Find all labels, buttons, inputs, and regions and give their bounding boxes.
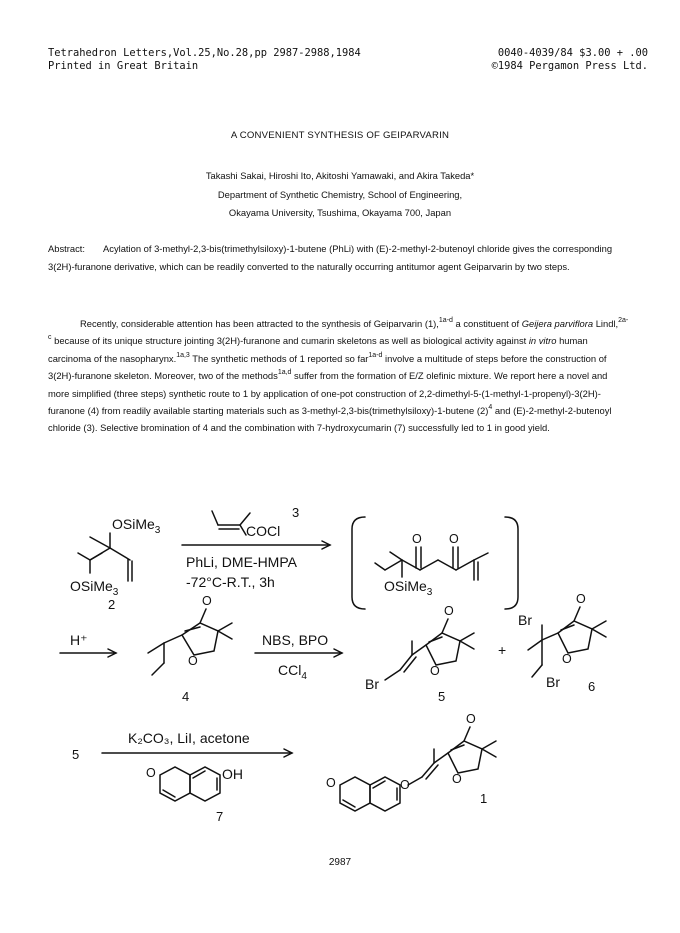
plus-sign: + [498, 642, 507, 658]
text-run: ) successfully led to [402, 422, 487, 434]
citation-ref: 4 [488, 404, 493, 412]
text-run: in good yield. [492, 422, 550, 434]
text-run: by application of one-pot construction of 2,2-dimethyl-5-(1-methyl-1-propenyl)-3(2H)-furanone ( [48, 387, 601, 417]
intermediate-osime3: OSiMe$_3$ [384, 578, 433, 598]
text-run: Recently, considerable attention has been attracted to the synthesis of Geiparvarin ( [80, 318, 428, 329]
lactone-o-7: O [146, 766, 156, 780]
text-run: a constituent of [452, 318, 522, 329]
compound-ref: 4 [202, 422, 208, 434]
reagent-3-label: 3 [292, 505, 300, 520]
text-run: and (E)-2-methyl-2-butenoyl chloride ( [48, 405, 612, 434]
ether-o: O [400, 778, 410, 792]
citation-ref: 1a,3 [176, 351, 190, 359]
text-run: ) [485, 405, 489, 417]
carbonyl-o-1: O [412, 532, 422, 546]
journal-header [48, 47, 648, 73]
coupling-conditions: K₂CO₃, LiI, acetone [128, 730, 250, 746]
osime3-top-label: OSiMe$_3$ [112, 516, 161, 536]
compound-7-label: 7 [216, 809, 224, 824]
issn-price: 0040-4039/84 $3.00 + .00 [497, 47, 648, 59]
osime3-bottom-label: OSiMe$_3$ [70, 578, 119, 598]
compound-ref: 7 [397, 422, 403, 434]
text-run: involve a multitude of steps before the construction of 3(2H)-furanone skeleton. Moreover, two of the methods [48, 352, 607, 382]
affiliation-line-1: Department of Synthetic Chemistry, School of Engineering, [217, 188, 463, 200]
furanone-o: O [202, 594, 212, 608]
bromo-label-6b: Br [546, 674, 560, 690]
furanone-o-6: O [576, 592, 586, 606]
paper-title: A CONVENIENT SYNTHESIS OF GEIPARVARIN [230, 130, 450, 141]
text-run: human carcinoma of the nasopharynx. [48, 335, 588, 364]
affiliation-line-2: Okayama University, Tsushima, Okayama 700, Japan [228, 207, 452, 218]
abstract-text: Acylation of 3-methyl-2,3-bis(trimethylsiloxy)-1-butene (PhLi) with (E)-2-methyl-2-butenoyl chloride gives the corresponding 3(2H)-furanone derivative, which can be readily converted to the naturally occurring antitumor agent Geiparvarin by two steps. [48, 243, 613, 272]
compound-ref: 1 [427, 318, 434, 329]
body-paragraph [48, 315, 630, 437]
citation-ref: 1a-d [438, 317, 453, 324]
abstract [48, 240, 630, 276]
compound-4-label: 4 [182, 689, 190, 704]
text-run: suffer from the formation of E/Z olefinic mixture. We report here a novel and more simplified (three steps) synthetic route to [48, 370, 608, 399]
ring-o-6: O [562, 652, 572, 666]
furanone-o-1: O [466, 712, 476, 726]
author-list: Takashi Sakai, Hiroshi Ito, Akitoshi Yamawaki, and Akira Takeda* [205, 170, 475, 181]
text-run: ). Selective bromination of [91, 422, 203, 434]
ring-o-5: O [430, 664, 440, 678]
text-run: The synthetic methods of [189, 352, 300, 364]
compound-ref: 3 [86, 422, 92, 434]
compound-ref: 1 [299, 352, 305, 364]
author-block [0, 167, 680, 223]
compound-5-label: 5 [438, 689, 446, 704]
text-run: and the combination with 7-hydroxycumarin ( [208, 422, 398, 434]
condition-reagents: PhLi, DME-HMPA [186, 554, 297, 570]
ring-o: O [188, 654, 198, 668]
text-run: ) from readily available starting materials such as 3-methyl-2,3-bis(trimethylsiloxy)-1-butene ( [95, 405, 480, 417]
reaction-scheme [40, 505, 640, 835]
lactone-o-1: O [326, 776, 336, 790]
citation-ref: 2a-c [48, 317, 629, 342]
ring-o-1: O [452, 772, 462, 786]
cocl-label: COCl [246, 523, 281, 539]
body-text [48, 315, 630, 437]
text-run: ), [433, 318, 439, 329]
hydroxyl-label: OH [222, 766, 243, 782]
text-run: reported so far [304, 352, 369, 364]
acid-label: H⁺ [70, 632, 88, 648]
compound-ref: 2 [479, 405, 486, 417]
journal-citation: Tetrahedron Letters,Vol.25,No.28,pp 2987-2988,1984 [48, 47, 361, 59]
compound-2-label: 2 [108, 597, 116, 612]
printed-in: Printed in Great Britain [48, 60, 199, 72]
copyright: ©1984 Pergamon Press Ltd. [491, 60, 648, 72]
citation-ref: 1a,d [277, 369, 292, 377]
species-name: Geijera parviflora [521, 318, 594, 329]
condition-temperature: -72°C-R.T., 3h [186, 574, 275, 590]
solvent-label: CCl$_4$ [278, 662, 307, 682]
compound-ref: 1 [486, 422, 493, 434]
compound-6-label: 6 [588, 679, 596, 694]
compound-ref: 4 [90, 405, 96, 417]
bromo-label-5: Br [365, 676, 379, 692]
bromo-label-6a: Br [518, 612, 532, 628]
page-number: 2987 [328, 857, 352, 868]
citation-ref: 1a-d [368, 351, 383, 359]
text-run: because of its unique structure jointing 3(2H)-furanone and cumarin skeletons as well as biological activity against [51, 335, 529, 347]
compound-1-label: 1 [480, 791, 488, 806]
start-compound-5: 5 [72, 747, 80, 762]
carbonyl-o-2: O [449, 532, 459, 546]
text-run: Lindl, [593, 318, 619, 329]
bromination-reagents: NBS, BPO [262, 632, 329, 648]
abstract-label: Abstract: [48, 243, 85, 254]
furanone-o-5: O [444, 604, 454, 618]
italic-term: in vitro [528, 335, 557, 347]
compound-ref: 1 [242, 387, 249, 399]
